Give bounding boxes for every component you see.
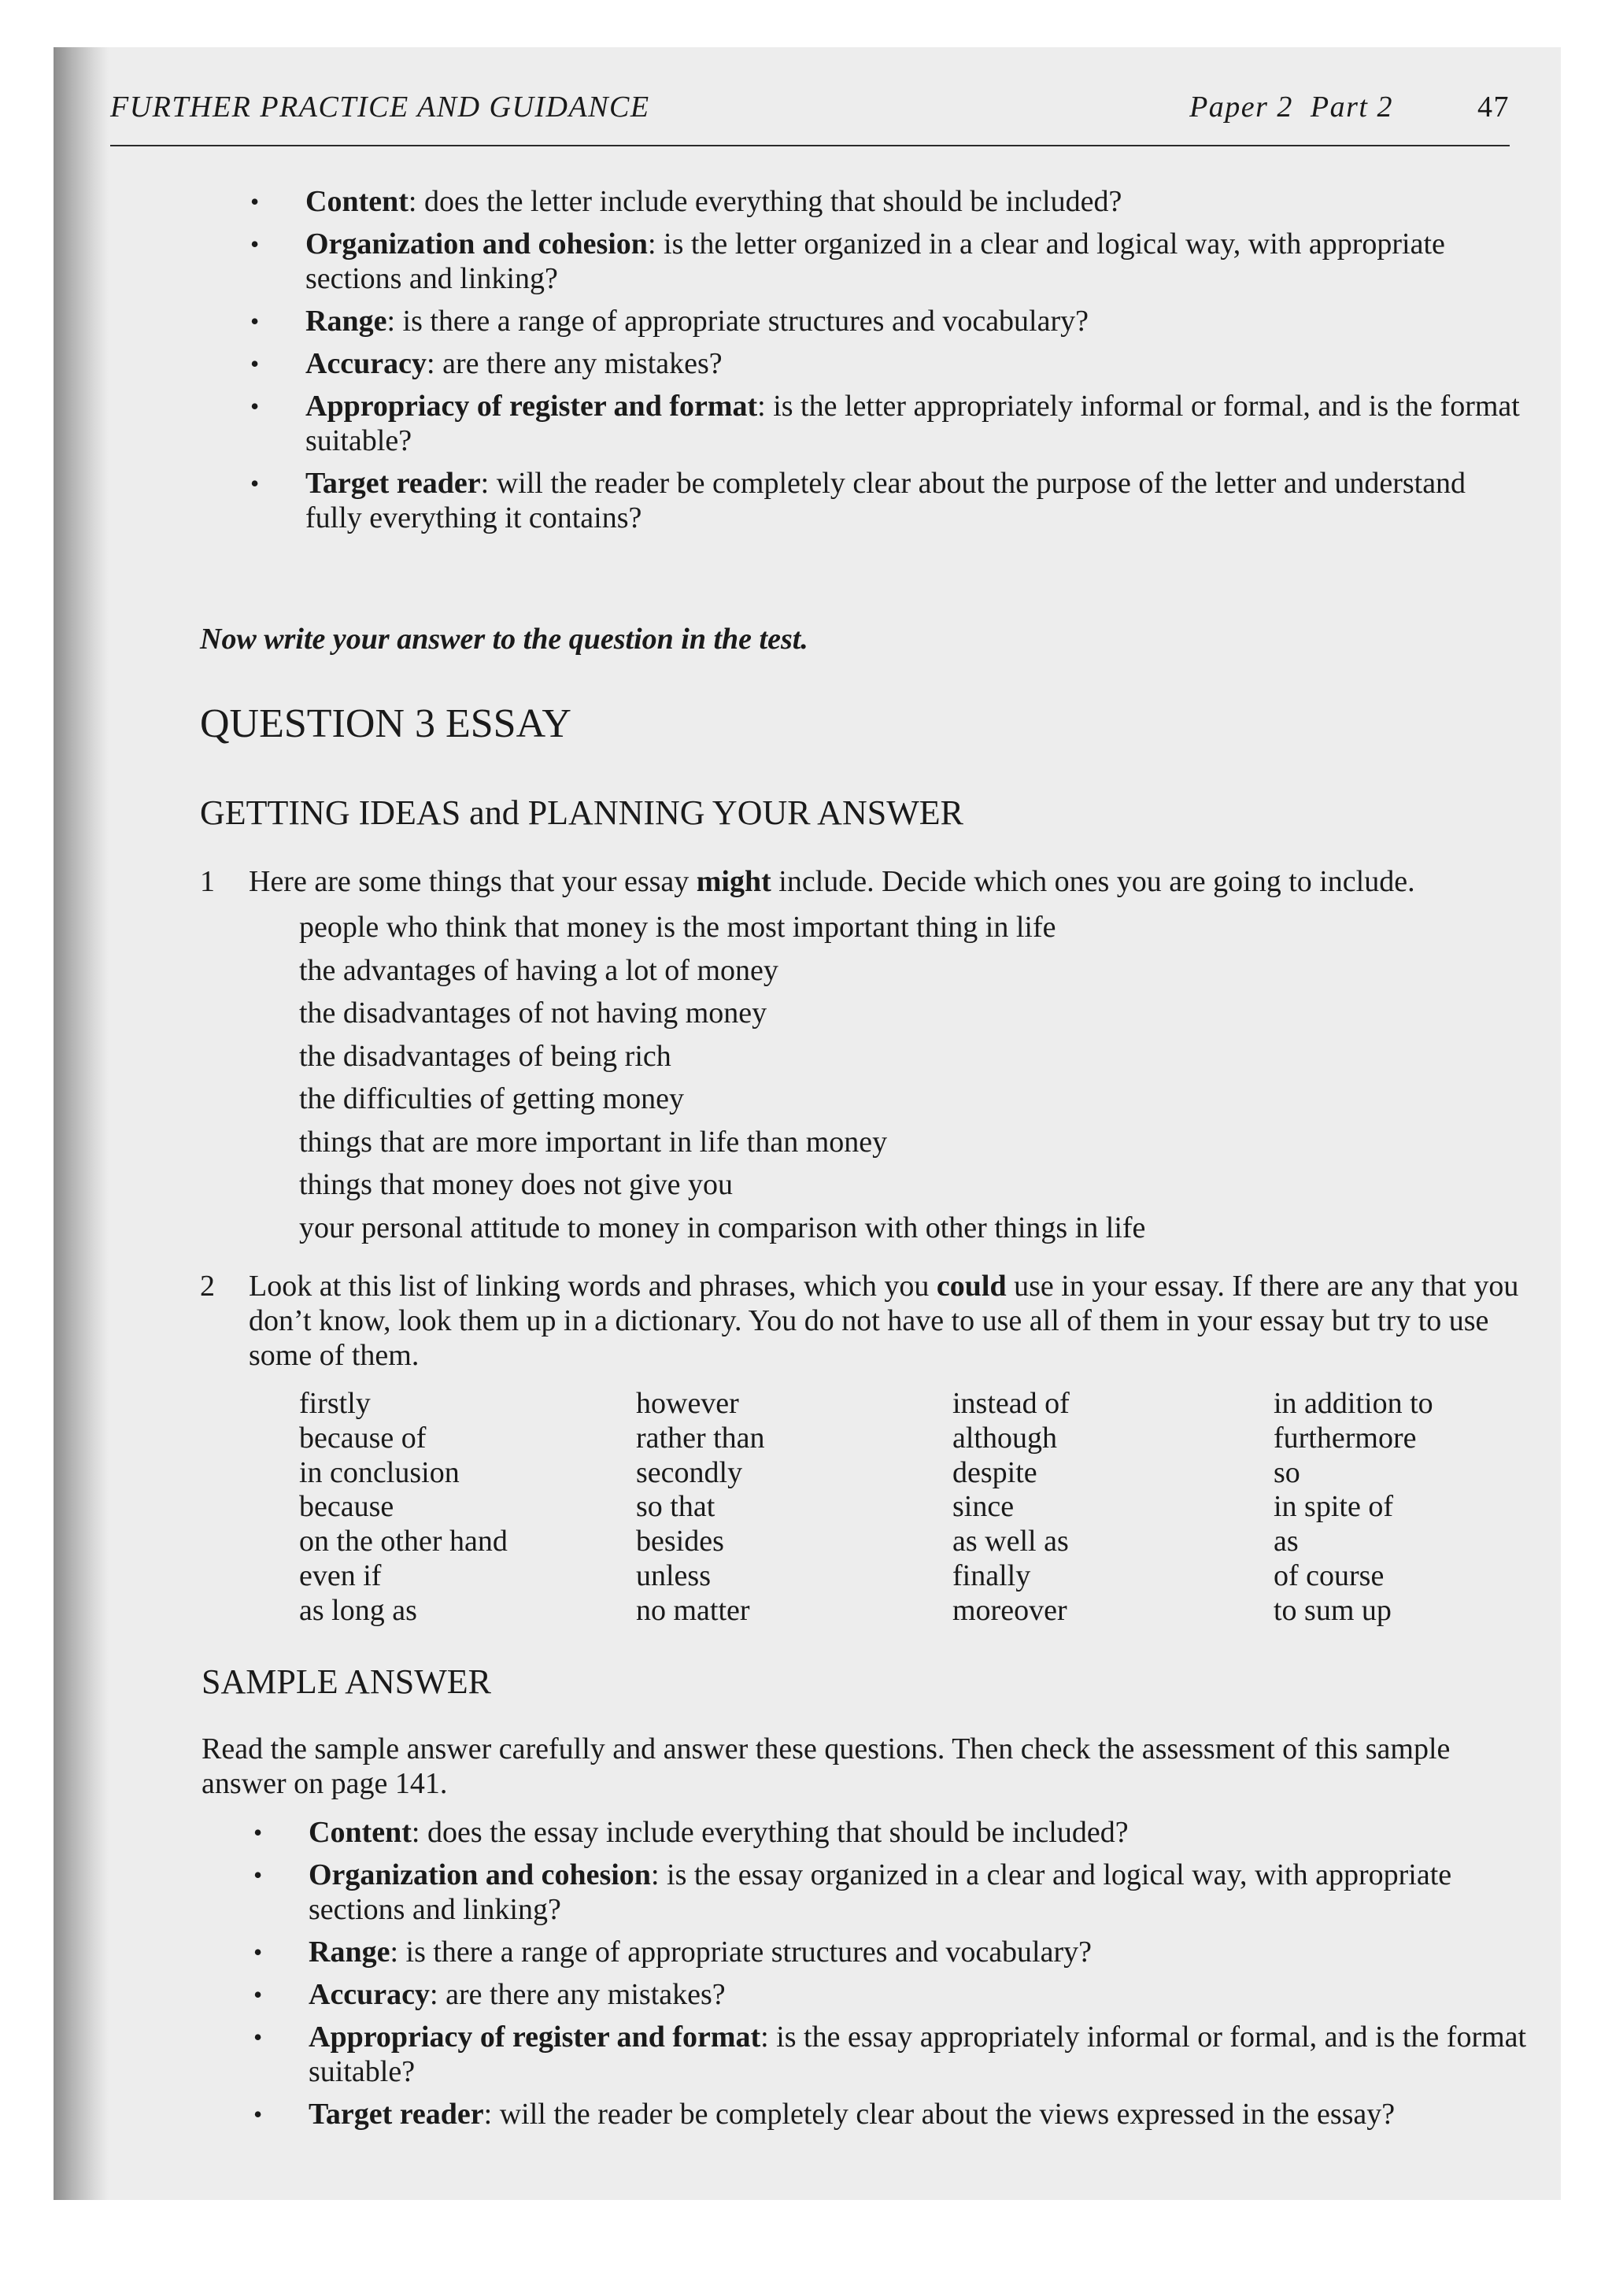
idea-item: the disadvantages of being rich (299, 1039, 671, 1073)
running-head-title: FURTHER PRACTICE AND GUIDANCE (110, 91, 650, 124)
linking-word: in conclusion (299, 1455, 460, 1489)
linking-words-table (299, 1387, 1527, 1629)
linking-word: in spite of (1274, 1490, 1393, 1524)
linking-words-column (952, 1387, 1274, 1629)
idea-item: the advantages of having a lot of money (299, 953, 778, 987)
letter-checklist (250, 184, 1525, 543)
linking-word: since (952, 1490, 1015, 1524)
running-head-section: Paper 2 Part 2 (1189, 91, 1393, 124)
essay-checklist (253, 1815, 1529, 2139)
idea-item: people who think that money is the most important thing in life (299, 911, 1056, 944)
idea-item: things that are more important in life than money (299, 1125, 888, 1159)
checklist-item: • Range: is there a range of appropriate structures and vocabulary? (253, 1935, 1529, 1969)
write-answer-instruction: Now write your answer to the question in the test. (200, 623, 808, 656)
linking-word: so (1274, 1455, 1300, 1489)
linking-word: unless (636, 1558, 711, 1592)
checklist-item: • Organization and cohesion: is the essay organized in a clear and logical way, with appropriate sections and linking? (253, 1858, 1529, 1927)
linking-word: because (299, 1490, 394, 1524)
sample-answer-heading: SAMPLE ANSWER (202, 1662, 491, 1701)
idea-item: things that money does not give you (299, 1168, 733, 1201)
ideas-list (299, 910, 1145, 1253)
linking-word: finally (952, 1558, 1031, 1592)
linking-word: however (636, 1387, 739, 1420)
linking-word: as long as (299, 1593, 417, 1627)
question-heading: QUESTION 3 ESSAY (200, 701, 571, 746)
linking-word: secondly (636, 1455, 743, 1489)
checklist-item: • Content: does the essay include everything that should be included? (253, 1815, 1529, 1850)
linking-word: in addition to (1274, 1387, 1433, 1420)
linking-word: moreover (952, 1593, 1067, 1627)
checklist-item: • Appropriacy of register and format: is the letter appropriately informal or formal, and is the format suitable? (250, 389, 1525, 458)
linking-word: despite (952, 1455, 1037, 1489)
checklist-item: • Appropriacy of register and format: is the essay appropriately informal or formal, and is the format suitable? (253, 2020, 1529, 2089)
linking-word: no matter (636, 1593, 750, 1627)
task-number: 1 (200, 865, 215, 898)
task-text: Look at this list of linking words and phrases, which you could use in your essay. If there are any that you don’t know, look them up in a dictionary. You do not have to use all of them in your essay but try to use some of them. (249, 1270, 1519, 1372)
linking-word: even if (299, 1558, 382, 1592)
linking-word: so that (636, 1490, 715, 1524)
idea-item: the disadvantages of not having money (299, 996, 767, 1030)
sample-intro-text: Read the sample answer carefully and answer these questions. Then check the assessment of this sample answer on page 141. (202, 1732, 1451, 1800)
linking-words-column (636, 1387, 952, 1629)
linking-word: besides (636, 1525, 724, 1558)
checklist-item: • Accuracy: are there any mistakes? (250, 346, 1525, 381)
task-item-1 (200, 864, 1538, 899)
checklist-item: • Content: does the letter include everything that should be included? (250, 184, 1525, 219)
section-heading: GETTING IDEAS and PLANNING YOUR ANSWER (200, 793, 963, 832)
linking-word: instead of (952, 1387, 1070, 1420)
task-text: Here are some things that your essay might include. Decide which ones you are going to include. (249, 865, 1415, 898)
linking-word: as (1274, 1525, 1299, 1558)
linking-word: because of (299, 1421, 427, 1455)
running-head (110, 90, 1510, 146)
task-number: 2 (200, 1270, 215, 1303)
page-number: 47 (1477, 91, 1510, 124)
linking-word: as well as (952, 1525, 1069, 1558)
checklist-item: • Range: is there a range of appropriate structures and vocabulary? (250, 304, 1525, 338)
linking-word: furthermore (1274, 1421, 1417, 1455)
linking-word: to sum up (1274, 1593, 1392, 1627)
checklist-item: • Target reader: will the reader be completely clear about the purpose of the letter and understand fully everything it contains? (250, 466, 1525, 535)
idea-item: the difficulties of getting money (299, 1082, 684, 1115)
sample-answer-intro (202, 1732, 1524, 1801)
checklist-item: • Target reader: will the reader be completely clear about the views expressed in the essay? (253, 2097, 1529, 2131)
linking-word: on the other hand (299, 1525, 508, 1558)
idea-item: your personal attitude to money in comparison with other things in life (299, 1211, 1146, 1244)
linking-words-column (1274, 1387, 1525, 1629)
linking-word: although (952, 1421, 1057, 1455)
linking-word: of course (1274, 1558, 1385, 1592)
linking-word: rather than (636, 1421, 765, 1455)
task-item-2 (200, 1269, 1538, 1373)
checklist-item: • Organization and cohesion: is the letter organized in a clear and logical way, with appropriate sections and linking? (250, 227, 1525, 296)
linking-words-column (299, 1387, 636, 1629)
linking-word: firstly (299, 1387, 371, 1420)
checklist-item: • Accuracy: are there any mistakes? (253, 1977, 1529, 2012)
